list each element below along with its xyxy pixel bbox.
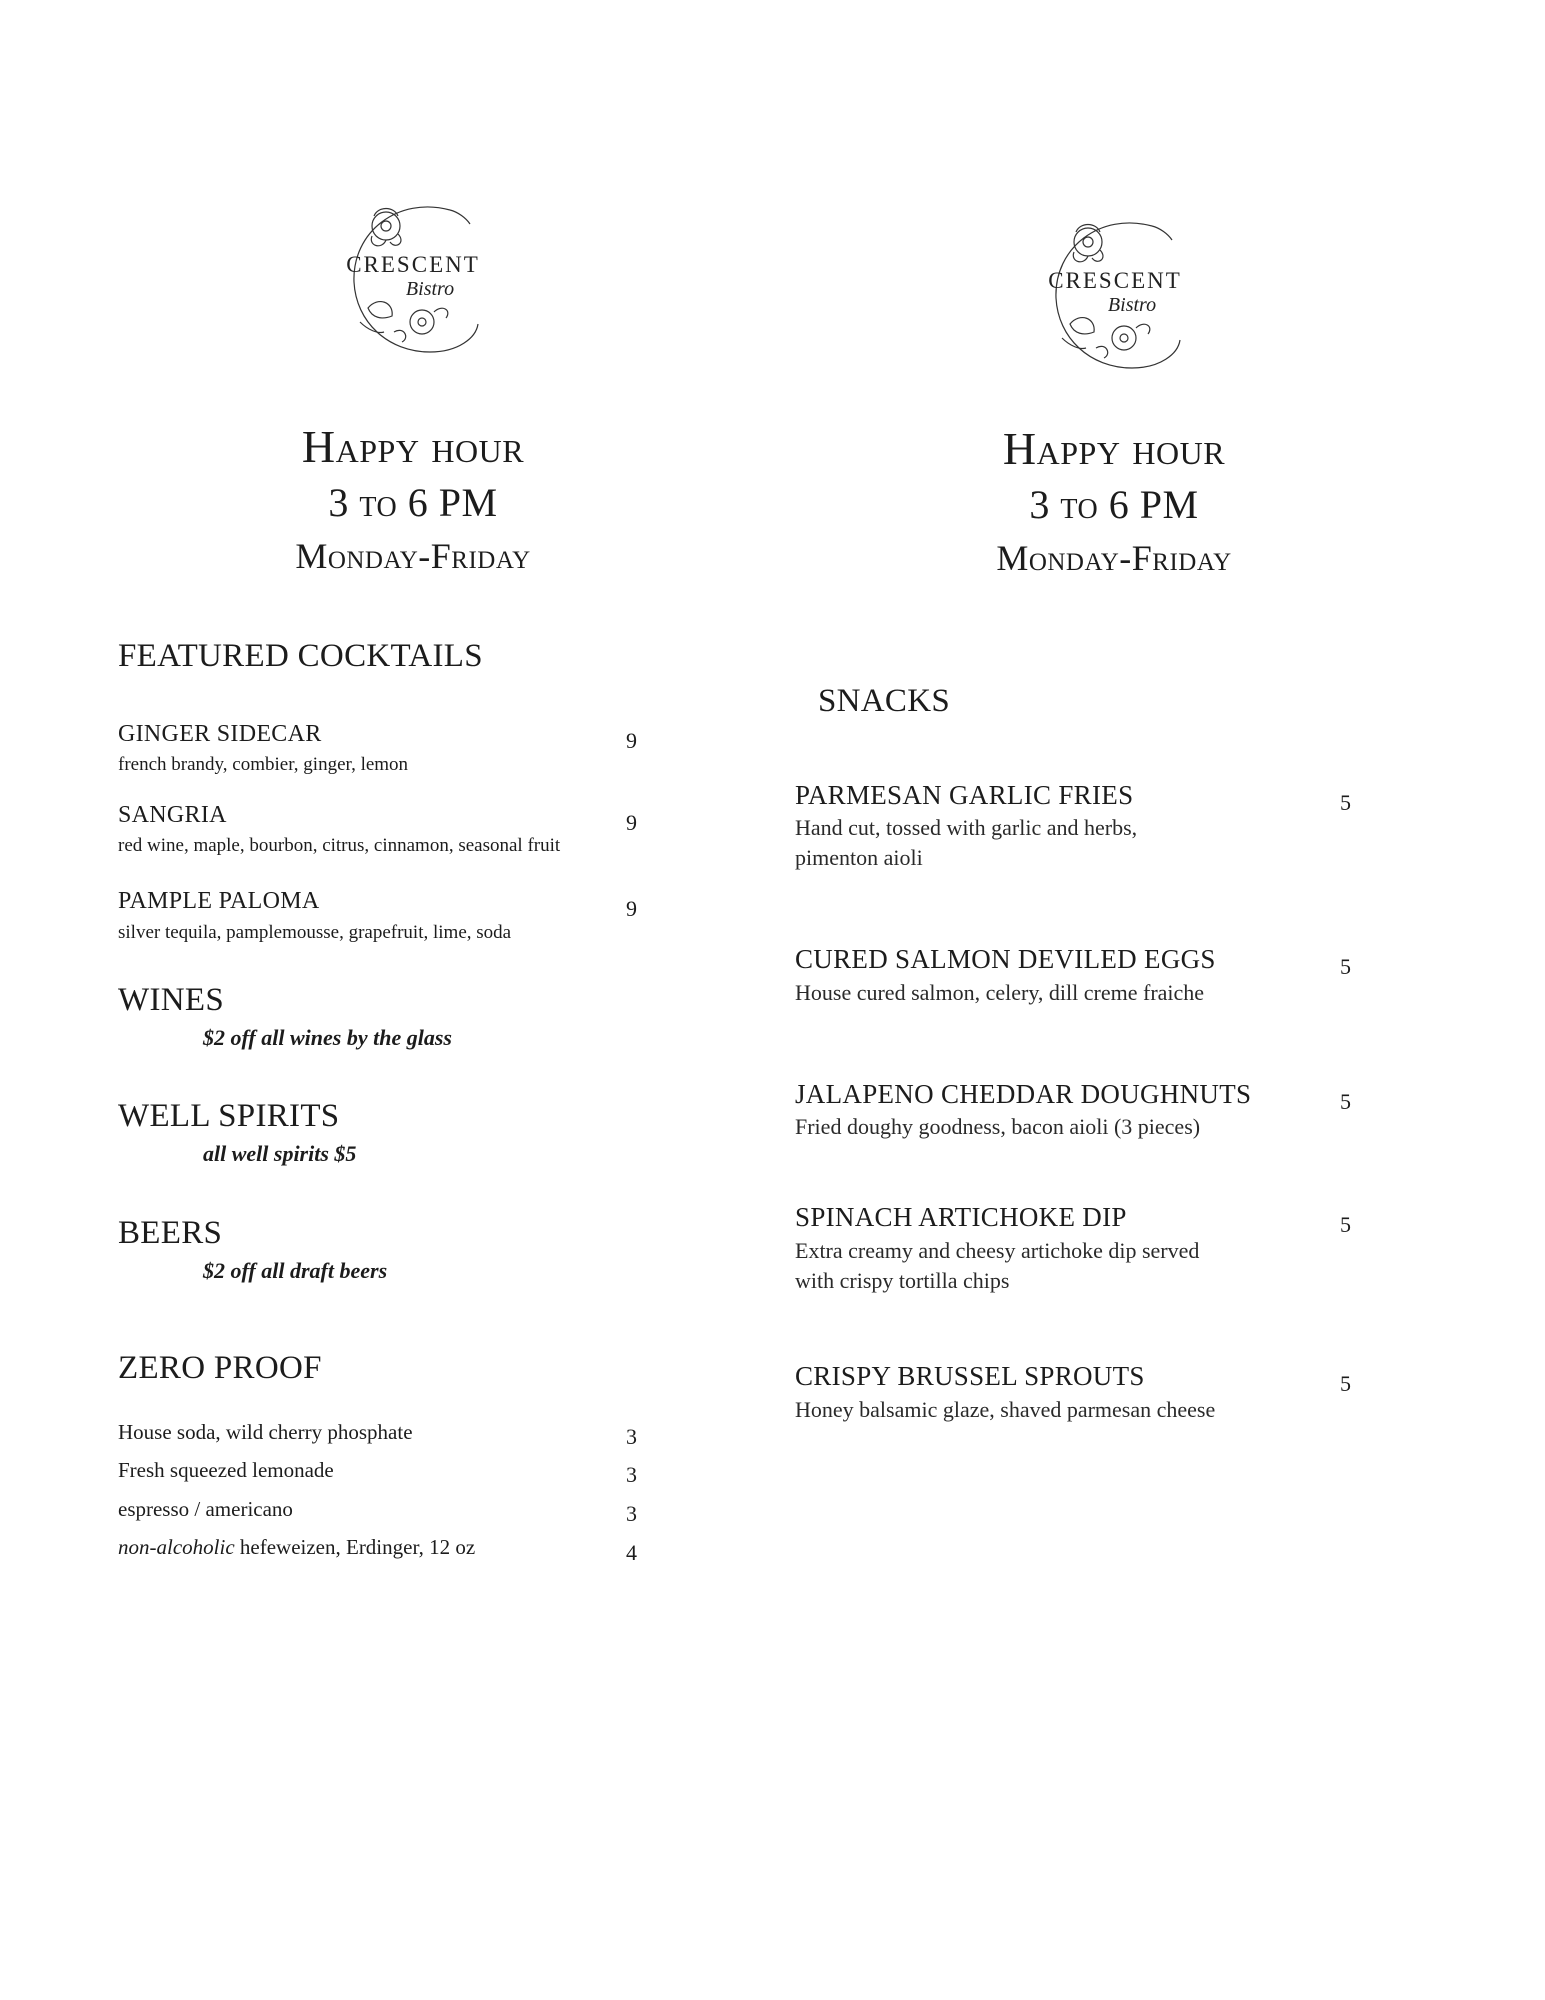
logo-right — [1040, 208, 1190, 376]
zero-proof-price: 3 — [626, 1501, 637, 1526]
snack-price: 5 — [1340, 1212, 1351, 1237]
snack-name: PARMESAN GARLIC FRIES — [795, 780, 1134, 810]
snack-desc-line2: with crispy tortilla chips — [795, 1268, 1010, 1293]
spirits-note: all well spirits $5 — [203, 1141, 357, 1166]
section-heading-snacks: SNACKS — [818, 683, 951, 719]
cocktail-desc: french brandy, combier, ginger, lemon — [118, 754, 409, 775]
snack-name: SPINACH ARTICHOKE DIP — [795, 1202, 1127, 1232]
logo-brand: CRESCENT — [346, 252, 480, 277]
floral-wreath-icon — [1040, 208, 1190, 376]
snack-desc: House cured salmon, celery, dill creme fraiche — [795, 980, 1205, 1005]
zero-proof-text: hefeweizen, Erdinger, 12 oz — [234, 1535, 476, 1559]
snack-desc: Hand cut, tossed with garlic and herbs, — [795, 815, 1138, 840]
section-heading-well-spirits: WELL SPIRITS — [118, 1098, 340, 1134]
happy-hour-time: 3 to 6 PM — [1029, 482, 1199, 527]
cocktail-price: 9 — [626, 896, 637, 921]
floral-wreath-icon — [338, 192, 488, 360]
snack-name: CRISPY BRUSSEL SPROUTS — [795, 1361, 1145, 1391]
snack-price: 5 — [1340, 1089, 1351, 1114]
snack-name: JALAPENO CHEDDAR DOUGHNUTS — [795, 1079, 1252, 1109]
zero-proof-item — [118, 1458, 334, 1483]
logo-sub: Bistro — [1107, 294, 1157, 316]
section-heading-cocktails: FEATURED COCKTAILS — [118, 638, 483, 674]
section-heading-beers: BEERS — [118, 1215, 223, 1251]
happy-hour-title: Happy hour — [1002, 423, 1226, 474]
cocktail-desc: silver tequila, pamplemousse, grapefruit, lime, soda — [118, 922, 512, 943]
snack-price: 5 — [1340, 1371, 1351, 1396]
zero-proof-text: Fresh squeezed lemonade — [118, 1458, 334, 1482]
cocktail-name: PAMPLE PALOMA — [118, 888, 320, 914]
logo-brand: CRESCENT — [1048, 268, 1182, 293]
wines-note: $2 off all wines by the glass — [203, 1025, 452, 1050]
zero-proof-lead: non-alcoholic — [118, 1535, 235, 1559]
happy-hour-days: Monday-Friday — [996, 538, 1232, 578]
zero-proof-text: espresso / americano — [118, 1497, 293, 1521]
zero-proof-item — [118, 1535, 475, 1560]
cocktail-name: SANGRIA — [118, 802, 227, 828]
snack-name: CURED SALMON DEVILED EGGS — [795, 944, 1216, 974]
cocktail-name: GINGER SIDECAR — [118, 721, 322, 747]
happy-hour-header-left — [133, 418, 693, 582]
happy-hour-time: 3 to 6 PM — [328, 480, 498, 525]
section-heading-zero-proof: ZERO PROOF — [118, 1350, 322, 1386]
logo-left — [338, 192, 488, 360]
cocktail-price: 9 — [626, 810, 637, 835]
zero-proof-item — [118, 1420, 413, 1445]
cocktail-price: 9 — [626, 728, 637, 753]
zero-proof-text: House soda, wild cherry phosphate — [118, 1420, 413, 1444]
zero-proof-price: 4 — [626, 1540, 637, 1565]
cocktail-desc: red wine, maple, bourbon, citrus, cinnamon, seasonal fruit — [118, 835, 561, 856]
zero-proof-price: 3 — [626, 1462, 637, 1487]
section-heading-wines: WINES — [118, 982, 224, 1018]
logo-sub: Bistro — [405, 278, 455, 300]
snack-price: 5 — [1340, 790, 1351, 815]
happy-hour-title: Happy hour — [301, 421, 525, 472]
zero-proof-item — [118, 1497, 293, 1522]
snack-price: 5 — [1340, 954, 1351, 979]
happy-hour-days: Monday-Friday — [295, 536, 531, 576]
happy-hour-header-right — [834, 420, 1394, 584]
beers-note: $2 off all draft beers — [203, 1258, 388, 1283]
snack-desc: Fried doughy goodness, bacon aioli (3 pieces) — [795, 1114, 1201, 1139]
snack-desc: Honey balsamic glaze, shaved parmesan cheese — [795, 1397, 1216, 1422]
snack-desc: Extra creamy and cheesy artichoke dip served — [795, 1238, 1200, 1263]
snack-desc-line2: pimenton aioli — [795, 845, 923, 870]
zero-proof-price: 3 — [626, 1424, 637, 1449]
